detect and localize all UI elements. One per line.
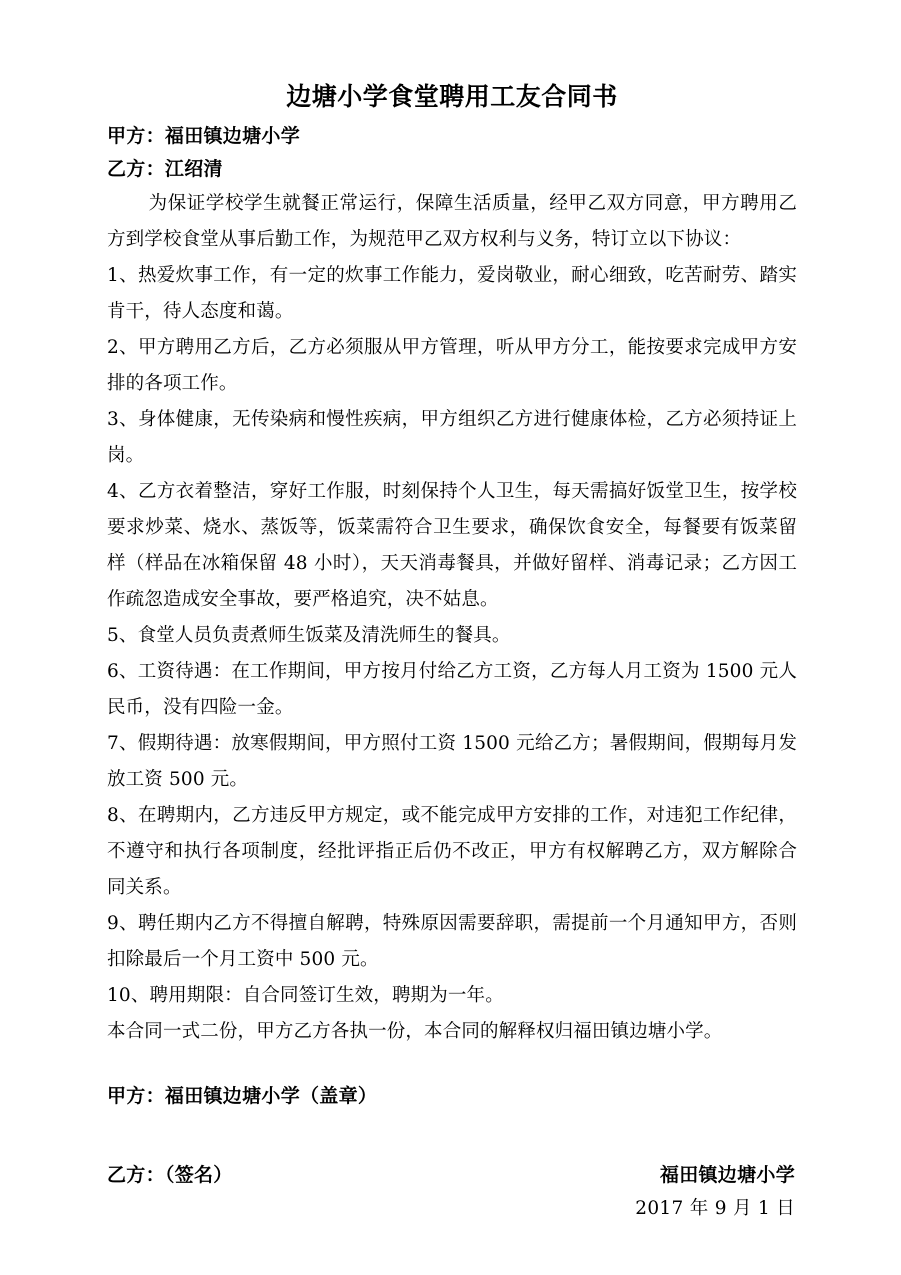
clause-item-5: 5、食堂人员负责煮师生饭菜及清洗师生的餐具。 bbox=[107, 625, 511, 646]
clause-item-7: 7、假期待遇：放寒假期间，甲方照付工资 1500 元给乙方；暑假期间，假期每月发放工资 500 元。 bbox=[107, 733, 797, 790]
clause-item-10: 10、聘用期限：自合同签订生效，聘期为一年。 bbox=[107, 985, 504, 1006]
preamble-paragraph: 为保证学校学生就餐正常运行，保障生活质量，经甲乙双方同意，甲方聘用乙方到学校食堂从事后勤工作，为规范甲乙双方权利与义务，特订立以下协议： bbox=[107, 193, 797, 250]
party-b-line: 乙方：江绍清 bbox=[107, 158, 223, 180]
clause-item-2: 2、甲方聘用乙方后，乙方必须服从甲方管理，听从甲方分工，能按要求完成甲方安排的各项工作。 bbox=[107, 337, 797, 394]
clause-item-3: 3、身体健康，无传染病和慢性疾病，甲方组织乙方进行健康体检，乙方必须持证上岗。 bbox=[107, 409, 797, 466]
clause-item-9: 9、聘任期内乙方不得擅自解聘，特殊原因需要辞职，需提前一个月通知甲方，否则扣除最后一个月工资中 500 元。 bbox=[107, 913, 797, 970]
signature-date: 2017 年 9 月 1 日 bbox=[635, 1198, 795, 1219]
signature-block bbox=[107, 1080, 797, 1225]
signature-party-a: 甲方：福田镇边塘小学（盖章） bbox=[107, 1085, 378, 1107]
document-content bbox=[107, 0, 797, 1225]
signature-spacer bbox=[107, 1113, 797, 1159]
page-title: 边塘小学食堂聘用工友合同书 bbox=[286, 82, 618, 111]
signature-organization: 福田镇边塘小学 bbox=[659, 1164, 795, 1186]
clause-item-6: 6、工资待遇：在工作期间，甲方按月付给乙方工资，乙方每人月工资为 1500 元人民币，没有四险一金。 bbox=[107, 661, 797, 718]
party-a-line: 甲方：福田镇边塘小学 bbox=[107, 125, 301, 147]
signature-row bbox=[107, 1159, 797, 1225]
signature-right-column bbox=[635, 1159, 797, 1225]
signature-party-b: 乙方：（签名） bbox=[107, 1164, 233, 1186]
clause-item-8: 8、在聘期内，乙方违反甲方规定，或不能完成甲方安排的工作，对违犯工作纪律，不遵守和执行各项制度，经批评指正后仍不改正，甲方有权解聘乙方，双方解除合同关系。 bbox=[107, 805, 797, 898]
closing-paragraph: 本合同一式二份，甲方乙方各执一份，本合同的解释权归福田镇边塘小学。 bbox=[107, 1021, 723, 1042]
clause-item-4: 4、乙方衣着整洁，穿好工作服，时刻保持个人卫生，每天需搞好饭堂卫生，按学校要求炒菜、烧水、蒸饭等，饭菜需符合卫生要求，确保饮食安全，每餐要有饭菜留样（样品在冰箱保留 48 小时），天天消毒餐具，并做好留样、消毒记录；乙方因工作疏忽造成安全事故，要严格追究，决不姑息。 bbox=[107, 481, 797, 610]
clause-item-1: 1、热爱炊事工作，有一定的炊事工作能力，爱岗敬业，耐心细致，吃苦耐劳、踏实肯干，待人态度和蔼。 bbox=[107, 265, 797, 322]
